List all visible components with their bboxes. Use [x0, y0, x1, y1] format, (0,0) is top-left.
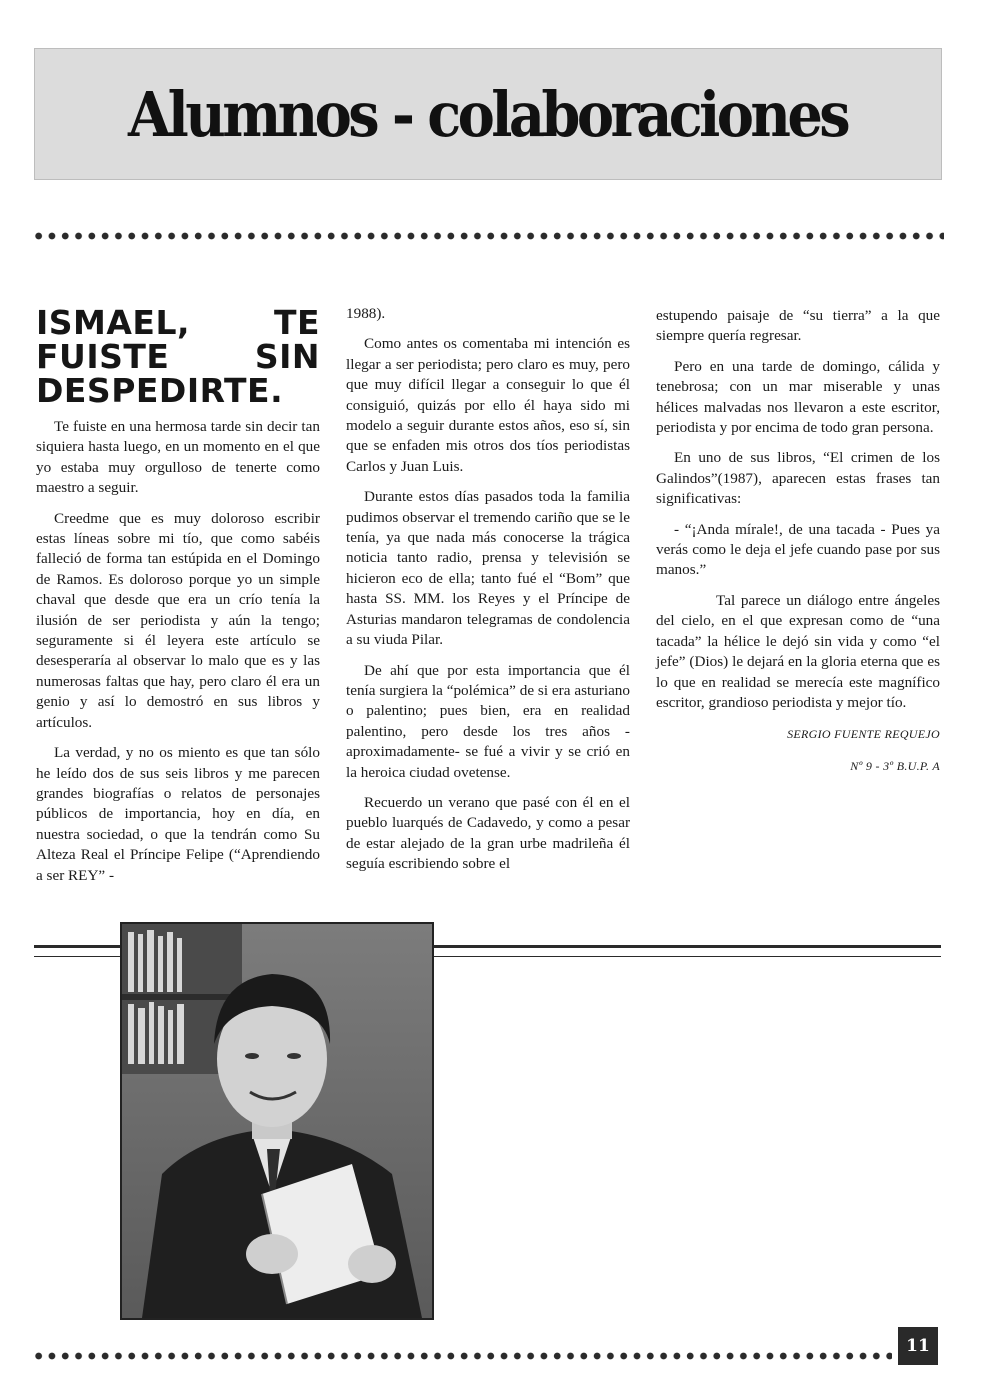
- article-column-1: [36, 303, 320, 896]
- article-headline: ISMAEL, TE FUISTE SIN DESPEDIRTE.: [36, 303, 320, 410]
- article-column-2: [346, 304, 630, 885]
- paragraph: Recuerdo un verano que pasé con él en el pueblo luarqués de Cadavedo, y como a pesar de estar alejado de la gran urbe madrileña él seguía escribiendo sobre el: [346, 793, 630, 873]
- paragraph: Te fuiste en una hermosa tarde sin decir tan siquiera hasta luego, en un momento en el que yo estaba muy orgulloso de tenerte como maestro a seguir.: [36, 418, 320, 497]
- dotted-divider-top: [32, 231, 944, 241]
- paragraph: En uno de sus libros, “El crimen de los Galindos”(1987), aparecen estas frases tan significativas:: [656, 449, 940, 508]
- section-title: Alumnos - colaboraciones: [128, 77, 848, 151]
- paragraph: - “¡Anda mírale!, de una tacada - Pues ya verás como le deja el jefe cuando pase por sus manos.”: [656, 520, 940, 579]
- paragraph: Como antes os comentaba mi intención es llegar a ser periodista; pero claro es muy, pero que muy difícil llegar a conseguir lo que él consiguió, quizás por ello él haya sido mi modelo a seguir durante estos años, eso sí, sin que se enfaden mis otros dos tíos periodistas Carlos y Juan Luis.: [346, 335, 630, 475]
- paragraph: De ahí que por esta importancia que él tenía surgiera la “polémica” de si era asturiano o palentino; pues bien, era en realidad palentino, pero desde los tres años -aproximadamente- se fué a vivir y se crió en la heroica ciudad ovetense.: [346, 661, 630, 781]
- portrait-photo-illustration: [122, 924, 432, 1318]
- portrait-photo: [120, 922, 434, 1320]
- paragraph: La verdad, y no os miento es que tan sólo he leído dos de sus seis libros y me parecen grandes biografías o relatos de personajes públicos de importancia, hoy en día, en nuestra sociedad, o que la tendrán como Su Alteza Real el Príncipe Felipe (“Aprendiendo a ser REY” -: [36, 744, 320, 884]
- paragraph: Pero en una tarde de domingo, cálida y tenebrosa; con un mar miserable y unas hélices malvadas nos llevaron a este escritor, periodista y por encima de todo gran persona.: [656, 357, 940, 437]
- paragraph: Durante estos días pasados toda la familia pudimos observar el tremendo cariño que se le tenía, ya que nada más conocerse la trágica noticia tanto radio, prensa y televisión se hicieron eco de ella; tanto fué el “Bom” que hasta SS. MM. los Reyes y el Príncipe de Asturias mandaron telegramas de condolencia a su viuda Pilar.: [346, 488, 630, 649]
- page-number: 11: [898, 1327, 938, 1365]
- paragraph-continuation: estupendo paisaje de “su tierra” a la que siempre quería regresar.: [656, 307, 940, 345]
- paragraph-continuation: 1988).: [346, 305, 386, 322]
- section-banner: [34, 48, 942, 180]
- article-column-3: [656, 306, 940, 787]
- paragraph: Tal parece un diálogo entre ángeles del cielo, en el que expresan como de “una tacada” la hélice le dejó sin vida y como “el jefe” (Dios) le dejará en la gloria eterna que es lo que en realidad se merecía este magnífico escritor, grandioso periodista y mejor tío.: [656, 591, 940, 711]
- paragraph: Creedme que es muy doloroso escribir estas líneas sobre mi tío, que como sabéis falleció de forma tan estúpida en el Domingo de Ramos. Es doloroso porque yo un simple chaval que desde que era un crío tenía la ilusión de ser periodista y aún la tengo; seguramente si él leyera este artículo se desesperaría al observar lo malo que es y las numerosas faltas que hay, pero claro él era un genio y así lo demostró en sus libros y artículos.: [36, 509, 320, 731]
- dotted-divider-bottom: [32, 1351, 892, 1361]
- author-signature: SERGIO FUENTE REQUEJO: [787, 727, 940, 742]
- author-class: Nº 9 - 3º B.U.P. A: [850, 759, 940, 774]
